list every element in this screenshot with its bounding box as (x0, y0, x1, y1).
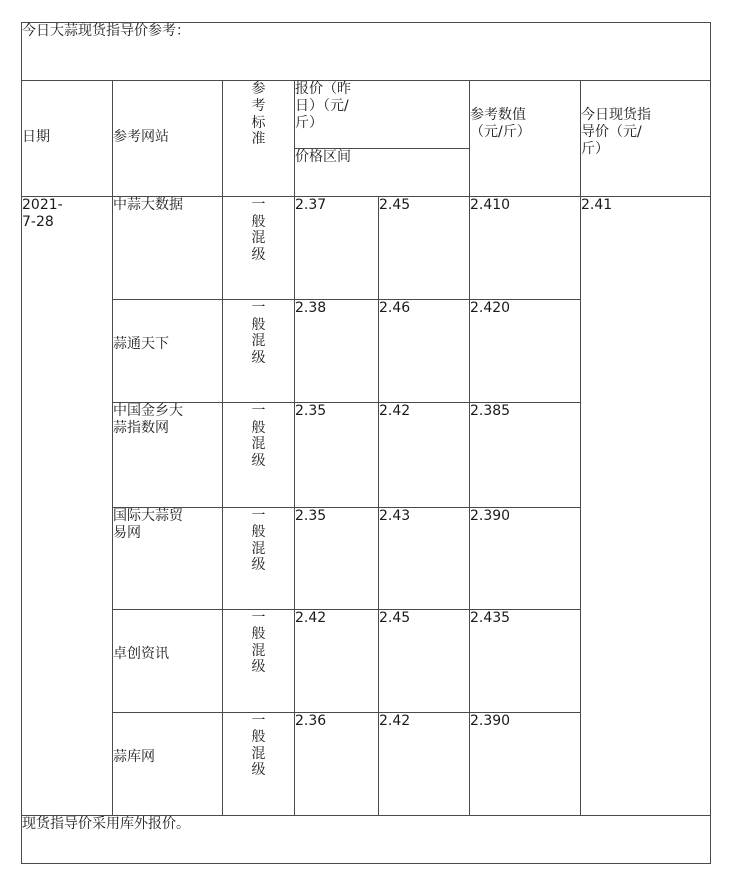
standard-cell: 一般混级 (223, 403, 295, 507)
standard-cell: 一般混级 (223, 507, 295, 609)
header-range: 价格区间 (295, 149, 470, 197)
ref-value-cell: 2.420 (470, 300, 581, 403)
high-price-cell: 2.45 (379, 197, 470, 300)
header-row (22, 81, 711, 149)
low-price-cell: 2.35 (295, 507, 379, 609)
site-cell: 中蒜大数据 (113, 197, 223, 300)
header-quote: 报价（昨日）（元/斤） (295, 81, 470, 149)
header-ref-value: 参考数值（元/斤） (470, 81, 581, 197)
high-price-cell: 2.46 (379, 300, 470, 403)
low-price-cell: 2.38 (295, 300, 379, 403)
site-cell: 卓创资讯 (113, 609, 223, 712)
header-site: 参考网站 (113, 81, 223, 197)
header-today-price: 今日现货指导价（元/斤） (581, 81, 711, 197)
footer-row (22, 815, 711, 863)
site-cell: 蒜通天下 (113, 300, 223, 403)
site-cell: 中国金乡大蒜指数网 (113, 403, 223, 507)
title-row (22, 23, 711, 81)
ref-value-cell: 2.390 (470, 712, 581, 815)
high-price-cell: 2.42 (379, 712, 470, 815)
header-date: 日期 (22, 81, 113, 197)
ref-value-cell: 2.385 (470, 403, 581, 507)
low-price-cell: 2.37 (295, 197, 379, 300)
site-cell: 蒜库网 (113, 712, 223, 815)
low-price-cell: 2.35 (295, 403, 379, 507)
standard-cell: 一般混级 (223, 197, 295, 300)
standard-cell: 一般混级 (223, 712, 295, 815)
table-footnote: 现货指导价采用库外报价。 (22, 815, 711, 863)
high-price-cell: 2.45 (379, 609, 470, 712)
ref-value-cell: 2.410 (470, 197, 581, 300)
table-title: 今日大蒜现货指导价参考： (22, 23, 711, 81)
low-price-cell: 2.36 (295, 712, 379, 815)
ref-value-cell: 2.435 (470, 609, 581, 712)
price-table (21, 22, 711, 864)
today-price-cell: 2.41 (581, 197, 711, 816)
high-price-cell: 2.43 (379, 507, 470, 609)
high-price-cell: 2.42 (379, 403, 470, 507)
standard-cell: 一般混级 (223, 300, 295, 403)
table-row (22, 197, 711, 300)
ref-value-cell: 2.390 (470, 507, 581, 609)
header-standard: 参考标准 (223, 81, 295, 197)
standard-cell: 一般混级 (223, 609, 295, 712)
low-price-cell: 2.42 (295, 609, 379, 712)
site-cell: 国际大蒜贸易网 (113, 507, 223, 609)
date-cell: 2021-7-28 (22, 197, 113, 816)
